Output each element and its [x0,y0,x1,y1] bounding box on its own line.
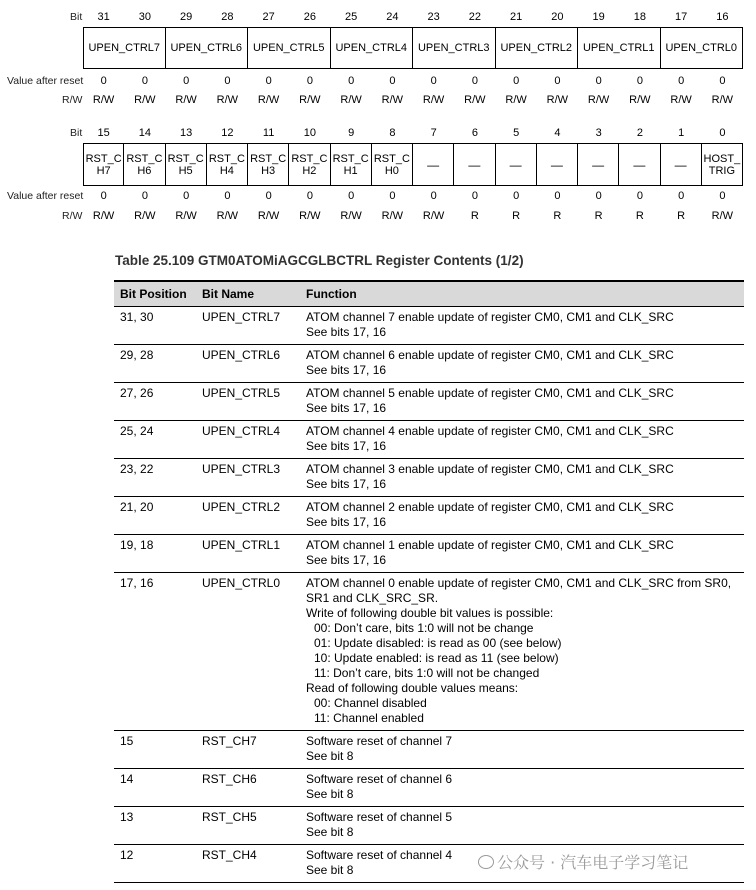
field-label-line2: H3 [261,164,276,177]
function-cell [300,421,744,459]
bit-number: 14 [138,127,151,139]
field-label-line1: — [674,157,687,172]
bit-number: 6 [471,127,478,139]
bit-name-cell: UPEN_CTRL1 [196,535,300,573]
function-cell [300,573,744,731]
register-field [577,27,661,69]
register-field [495,143,537,186]
access-type: R [512,210,521,222]
function-line: See bit 8 [306,749,354,763]
function-line: See bits 17, 16 [306,439,387,453]
bit-number: 9 [348,127,355,139]
reset-value: 0 [554,190,561,202]
register-field [206,143,248,186]
bit-number: 10 [303,127,316,139]
table-row [114,459,744,497]
field-label [510,159,522,171]
field-label [374,153,410,177]
bit-number: 24 [386,11,399,23]
bit-number: 13 [180,127,193,139]
bit-name-cell: UPEN_CTRL0 [196,573,300,731]
field-label [551,159,563,171]
reset-row-label: Value after reset [7,75,84,87]
function-line: 01: Update disabled: is read as 00 (see below) [314,636,562,650]
access-type: R/W [299,210,321,222]
reset-value: 0 [719,75,726,87]
reset-value: 0 [348,75,355,87]
access-type: R [470,210,479,222]
reset-value: 0 [141,75,148,87]
reset-value: 0 [141,190,148,202]
table-row [114,383,744,421]
bit-number: 31 [97,11,110,23]
register-field [495,27,579,69]
access-type: R/W [587,94,610,106]
function-line: Read of following double values means: [306,681,519,695]
function-cell [300,345,744,383]
access-type: R/W [711,210,734,222]
reset-value: 0 [513,190,520,202]
function-line: 00: Don’t care, bits 1:0 will not be change [314,621,534,635]
field-label-line1: — [427,157,440,172]
function-line: See bits 17, 16 [306,401,387,415]
access-type: R/W [216,94,239,106]
access-type: R [635,210,644,222]
bit-number: 4 [554,127,561,139]
access-type: R/W [711,94,734,106]
table-caption: Table 25.109 GTM0ATOMiAGCGLBCTRL Register Contents (1/2) [115,253,524,268]
access-type: R [594,210,603,222]
reset-value: 0 [306,190,313,202]
register-field [371,143,413,186]
bit-number: 30 [138,11,151,23]
bit-number: 18 [633,11,646,23]
register-field [618,143,660,186]
access-type: R/W [381,94,404,106]
register-field [330,27,414,69]
function-line: ATOM channel 2 enable update of register CM0, CM1 and CLK_SRC [306,500,674,514]
reset-value: 0 [224,75,231,87]
field-label-line1: RST_C [332,152,369,165]
register-field [165,143,207,186]
field-label: UPEN_CTRL4 [335,42,408,54]
field-label-line2: H6 [137,164,152,177]
field-label: UPEN_CTRL5 [252,42,325,54]
register-contents-table [114,280,744,883]
bit-name-cell: RST_CH6 [196,769,300,807]
function-line: Write of following double bit values is possible: [306,606,554,620]
reset-value: 0 [430,190,437,202]
bit-number: 17 [675,11,688,23]
bit-number: 1 [678,127,685,139]
field-label: UPEN_CTRL2 [500,42,573,54]
bit-row-label: Bit [70,127,83,139]
field-label-line2: H7 [96,164,111,177]
bit-number: 15 [97,127,110,139]
field-label [209,153,245,177]
bit-name-cell: RST_CH5 [196,807,300,845]
function-line: See bit 8 [306,863,354,877]
table-row [114,731,744,769]
reset-value: 0 [636,75,643,87]
register-field [412,27,496,69]
access-type: R/W [422,210,445,222]
bit-number: 3 [595,127,602,139]
wechat-icon [478,855,494,869]
bit-name-cell: UPEN_CTRL3 [196,459,300,497]
table-row [114,535,744,573]
function-line: See bits 17, 16 [306,553,387,567]
reset-value: 0 [595,75,602,87]
bit-name-cell: UPEN_CTRL5 [196,383,300,421]
access-type: R/W [546,94,569,106]
field-label [675,159,687,171]
bit-name-cell: UPEN_CTRL6 [196,345,300,383]
bit-number: 2 [636,127,643,139]
reset-value: 0 [389,75,396,87]
access-type: R/W [134,210,156,222]
access-type: R/W [670,94,692,106]
access-type: R/W [175,210,197,222]
function-line: 11: Don’t care, bits 1:0 will not be changed [314,666,540,680]
access-type: R [553,210,562,222]
access-type: R/W [175,94,197,106]
access-type: R/W [381,210,404,222]
access-type: R/W [92,94,115,106]
bit-position-cell: 23, 22 [114,459,196,497]
access-type: R/W [422,94,445,106]
field-label [126,153,162,177]
register-field [701,143,743,186]
access-type: R/W [299,94,321,106]
register-field [123,143,165,186]
field-label-line1: RST_C [85,152,122,165]
field-label-line1: RST_C [291,152,328,165]
bit-number: 8 [389,127,396,139]
access-type: R/W [340,210,362,222]
bit-name-cell: UPEN_CTRL4 [196,421,300,459]
function-cell [300,497,744,535]
field-label [86,153,122,177]
field-label: UPEN_CTRL3 [417,42,490,54]
watermark [478,850,688,873]
table-row [114,573,744,731]
field-label-line2: H0 [384,164,399,177]
bit-number: 11 [262,127,275,139]
bit-position-cell: 17, 16 [114,573,196,731]
bit-number: 19 [592,11,605,23]
register-field [453,143,495,186]
table-row [114,497,744,535]
register-field [577,143,619,186]
bit-position-cell: 21, 20 [114,497,196,535]
function-line: Software reset of channel 5 [306,810,453,824]
bit-number: 0 [719,127,726,139]
field-label-line1: — [550,157,563,172]
table-row [114,421,744,459]
bit-position-cell: 15 [114,731,196,769]
register-field [660,27,744,69]
function-cell [300,807,744,845]
reset-value: 0 [183,75,190,87]
bit-row-label: Bit [70,11,83,23]
function-line: See bits 17, 16 [306,363,387,377]
bit-position-cell: 29, 28 [114,345,196,383]
field-label-line1: — [592,157,605,172]
function-line: 00: Channel disabled [314,696,427,710]
bit-position-cell: 13 [114,807,196,845]
function-cell [300,383,744,421]
bit-number: 7 [430,127,437,139]
reset-value: 0 [430,75,437,87]
function-line: ATOM channel 6 enable update of register CM0, CM1 and CLK_SRC [306,348,674,362]
bit-position-cell: 27, 26 [114,383,196,421]
access-type: R/W [134,94,156,106]
field-label [704,153,741,177]
function-line: See bits 17, 16 [306,477,387,491]
field-label-line1: HOST_ [703,152,741,165]
bit-name-cell: RST_CH7 [196,731,300,769]
access-type: R/W [257,210,280,222]
function-cell [300,731,744,769]
register-field [83,27,166,69]
access-type: R/W [629,94,651,106]
reset-value: 0 [595,190,602,202]
field-label [291,153,327,177]
field-label: UPEN_CTRL0 [665,42,738,54]
function-line: ATOM channel 1 enable update of register CM0, CM1 and CLK_SRC [306,538,674,552]
function-cell [300,769,744,807]
function-line: ATOM channel 3 enable update of register CM0, CM1 and CLK_SRC [306,462,674,476]
reset-value: 0 [471,75,478,87]
field-label: UPEN_CTRL6 [170,42,243,54]
function-cell [300,535,744,573]
bit-number: 27 [262,11,275,23]
field-label-line2: H5 [178,164,193,177]
reset-value: 0 [513,75,520,87]
bit-position-cell: 12 [114,845,196,883]
bit-number: 20 [551,11,564,23]
bit-number: 28 [221,11,234,23]
function-line: 10: Update enabled: is read as 11 (see below) [314,651,559,665]
bit-number: 5 [513,127,520,139]
field-label [427,159,439,171]
access-type: R/W [505,94,527,106]
function-line: Software reset of channel 7 [306,734,453,748]
reset-value: 0 [183,190,190,202]
field-label-line1: RST_C [373,152,410,165]
function-line: ATOM channel 4 enable update of register CM0, CM1 and CLK_SRC [306,424,674,438]
table-row [114,307,744,345]
field-label [333,153,369,177]
bit-number: 21 [510,11,523,23]
register-field [536,143,578,186]
reset-value: 0 [348,190,355,202]
register-field [412,143,454,186]
access-type: R/W [216,210,239,222]
function-cell [300,307,744,345]
bit-number: 22 [468,11,481,23]
field-label [592,159,604,171]
bit-name-cell: RST_CH4 [196,845,300,883]
bit-position-cell: 31, 30 [114,307,196,345]
bit-position-cell: 14 [114,769,196,807]
field-label-line1: RST_C [250,152,287,165]
function-line: SR1 and CLK_SRC_SR. [306,591,439,605]
field-label [468,159,480,171]
function-line: ATOM channel 7 enable update of register CM0, CM1 and CLK_SRC [306,310,674,324]
reset-value: 0 [719,190,726,202]
function-line: See bits 17, 16 [306,325,387,339]
function-cell [300,459,744,497]
bit-number: 26 [303,11,316,23]
field-label: UPEN_CTRL1 [582,42,655,54]
function-line: ATOM channel 0 enable update of register CM0, CM1 and CLK_SRC from SR0, [306,576,732,590]
function-line: See bit 8 [306,825,354,839]
reset-value: 0 [100,190,107,202]
register-field [330,143,372,186]
reset-value: 0 [306,75,313,87]
reset-row-label: Value after reset [7,190,84,202]
field-label-line2: TRIG [708,164,736,177]
table-row [114,807,744,845]
function-line: Software reset of channel 6 [306,772,453,786]
register-field [288,143,330,186]
reset-value: 0 [678,190,685,202]
field-label-line1: — [633,157,646,172]
register-field [83,143,124,186]
function-line: ATOM channel 5 enable update of register CM0, CM1 and CLK_SRC [306,386,674,400]
register-field [165,27,249,69]
function-line: See bits 17, 16 [306,515,387,529]
reset-value: 0 [265,75,272,87]
access-type: R [677,210,686,222]
reset-value: 0 [471,190,478,202]
access-type: R/W [340,94,362,106]
bit-number: 12 [221,127,234,139]
field-label-line1: — [468,157,481,172]
reset-value: 0 [636,190,643,202]
reset-value: 0 [554,75,561,87]
reset-value: 0 [224,190,231,202]
field-label-line2: H1 [343,164,358,177]
register-field [247,27,331,69]
table-row [114,345,744,383]
rw-row-label: R/W [62,94,83,106]
header-function: Function [300,281,744,307]
table-header-row [114,281,744,307]
reset-value: 0 [265,190,272,202]
bit-number: 29 [180,11,193,23]
field-label-line1: RST_C [167,152,204,165]
field-label-line2: H2 [302,164,317,177]
header-bit-position: Bit Position [114,281,196,307]
register-field [247,143,289,186]
access-type: R/W [257,94,280,106]
function-line: See bit 8 [306,787,354,801]
field-label [168,153,204,177]
table-row [114,769,744,807]
field-label [633,159,645,171]
reset-value: 0 [678,75,685,87]
access-type: R/W [92,210,115,222]
field-label-line1: — [509,157,522,172]
field-label-line1: RST_C [208,152,245,165]
header-bit-name: Bit Name [196,281,300,307]
field-label [250,153,286,177]
bit-name-cell: UPEN_CTRL7 [196,307,300,345]
field-label-line1: RST_C [126,152,163,165]
function-line: Software reset of channel 4 [306,848,453,862]
function-line: 11: Channel enabled [314,711,424,725]
watermark-text: 公众号 · 汽车电子学习笔记 [497,853,689,872]
field-label-line2: H4 [219,164,234,177]
field-label: UPEN_CTRL7 [88,42,161,54]
reset-value: 0 [100,75,107,87]
bit-position-cell: 19, 18 [114,535,196,573]
bit-number: 23 [427,11,440,23]
bit-number: 16 [716,11,729,23]
bit-name-cell: UPEN_CTRL2 [196,497,300,535]
bit-number: 25 [345,11,358,23]
register-field [660,143,702,186]
bit-position-cell: 25, 24 [114,421,196,459]
access-type: R/W [464,94,486,106]
rw-row-label: R/W [62,210,83,222]
reset-value: 0 [389,190,396,202]
